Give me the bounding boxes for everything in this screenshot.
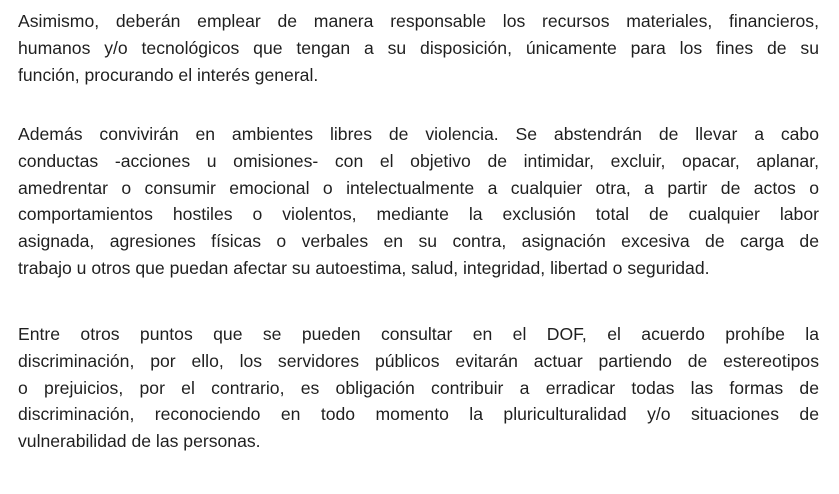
text-line: humanos y/o tecnológicos que tengan a su disposición, únicamente para los fines de su — [18, 37, 819, 58]
text-line: discriminación, por ello, los servidores públicos evitarán actuar partiendo de estereotipos — [18, 350, 819, 371]
paragraph-discrimination — [18, 321, 819, 455]
text-line: discriminación, reconociendo en todo momento la pluriculturalidad y/o situaciones de — [18, 404, 819, 425]
text-line: vulnerabilidad de las personas. — [18, 431, 261, 452]
text-line: Asimismo, deberán emplear de manera responsable los recursos materiales, financieros, — [18, 11, 819, 31]
text-line: comportamientos hostiles o violentos, mediante la exclusión total de cualquier labor — [18, 204, 819, 225]
text-line: o prejuicios, por el contrario, es obligación contribuir a erradicar todas las formas de — [18, 377, 819, 398]
text-line: Entre otros puntos que se pueden consultar en el DOF, el acuerdo prohíbe la — [18, 324, 819, 344]
text-line: función, procurando el interés general. — [18, 64, 319, 85]
text-line: asignada, agresiones físicas o verbales en su contra, asignación excesiva de carga de — [18, 231, 819, 252]
paragraph-resources — [18, 8, 819, 88]
text-line: Además convivirán en ambientes libres de violencia. Se abstendrán de llevar a cabo — [18, 124, 819, 144]
text-line: amedrentar o consumir emocional o intelectualmente a cualquier otra, a partir de actos o — [18, 177, 819, 198]
text-line: conductas -acciones u omisiones- con el objetivo de intimidar, excluir, opacar, aplanar, — [18, 150, 819, 171]
paragraph-violence-free — [18, 121, 819, 282]
text-line: trabajo u otros que puedan afectar su autoestima, salud, integridad, libertad o seguridad. — [18, 257, 710, 278]
